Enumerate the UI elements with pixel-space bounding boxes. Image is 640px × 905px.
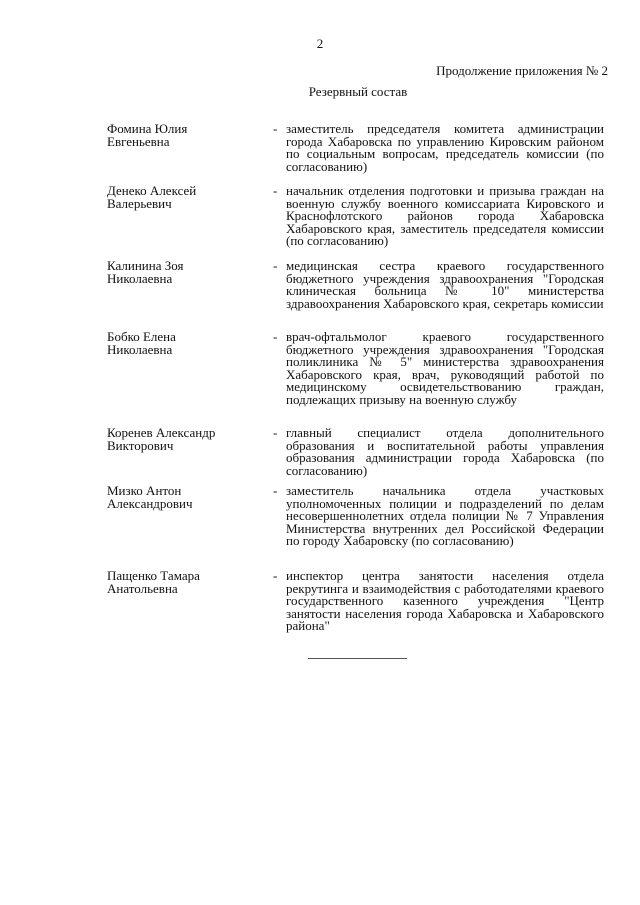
member-dash: - bbox=[273, 483, 278, 498]
member-role: главный специалист отдела дополнительного образования и воспитательной работы управления образования администрации города Хабаровска (по согласованию) bbox=[286, 425, 604, 478]
member-role: врач-офтальмолог краевого государственного бюджетного учреждения здравоохранения "Городская поликлиника № 5" министерства здравоохранения Хабаровского края, врач, руководящий работой по медицинскому освидетельствованию граждан, подлежащих призыву на военную службу bbox=[286, 329, 604, 407]
appendix-continuation-note: Продолжение приложения № 2 bbox=[436, 63, 608, 78]
member-entry bbox=[107, 123, 604, 185]
member-name: Калинина Зоя Николаевна bbox=[107, 258, 184, 286]
page-number: 2 bbox=[316, 36, 324, 51]
reserve-members-list bbox=[107, 123, 604, 640]
member-name: Бобко Елена Николаевна bbox=[107, 329, 176, 357]
end-of-document-rule bbox=[308, 658, 407, 659]
member-dash: - bbox=[273, 258, 278, 273]
member-role: начальник отделения подготовки и призыва граждан на военную службу военного комиссариата Кировского и Краснофлотского районов города Хабаровска Хабаровского края, заместитель председателя комиссии (по согласованию) bbox=[286, 183, 604, 248]
member-name: Коренев Александр Викторович bbox=[107, 425, 216, 453]
member-role: инспектор центра занятости населения отдела рекрутинга и взаимодействия с работодателями краевого государственного казенного учреждения "Центр занятости населения города Хабаровска и Хабаровского района" bbox=[286, 568, 604, 633]
member-entry bbox=[107, 485, 604, 570]
member-role: медицинская сестра краевого государственного бюджетного учреждения здравоохранения "Городская клиническая больница № 10" министерства здравоохранения Хабаровского края, секретарь комиссии bbox=[286, 258, 604, 311]
member-role: заместитель начальника отдела участковых уполномоченных полиции и подразделений по делам несовершеннолетних отдела полиции № 7 Управления Министерства внутренних дел Российской Федерации по городу Хабаровску (по согласованию) bbox=[286, 483, 604, 548]
member-dash: - bbox=[273, 121, 278, 136]
section-title: Резервный состав bbox=[308, 84, 408, 99]
member-entry bbox=[107, 331, 604, 427]
member-dash: - bbox=[273, 425, 278, 440]
member-name: Пащенко Тамара Анатольевна bbox=[107, 568, 200, 596]
member-role: заместитель председателя комитета администрации города Хабаровска по управлению Кировским районом по социальным вопросам, председатель комиссии (по согласованию) bbox=[286, 121, 604, 174]
member-dash: - bbox=[273, 568, 278, 583]
member-entry bbox=[107, 260, 604, 331]
member-name: Фомина Юлия Евгеньевна bbox=[107, 121, 188, 149]
member-dash: - bbox=[273, 183, 278, 198]
member-entry bbox=[107, 570, 604, 640]
member-name: Денеко Алексей Валерьевич bbox=[107, 183, 197, 211]
member-name: Мизко Антон Александрович bbox=[107, 483, 193, 511]
member-dash: - bbox=[273, 329, 278, 344]
member-entry bbox=[107, 427, 604, 485]
member-entry bbox=[107, 185, 604, 260]
